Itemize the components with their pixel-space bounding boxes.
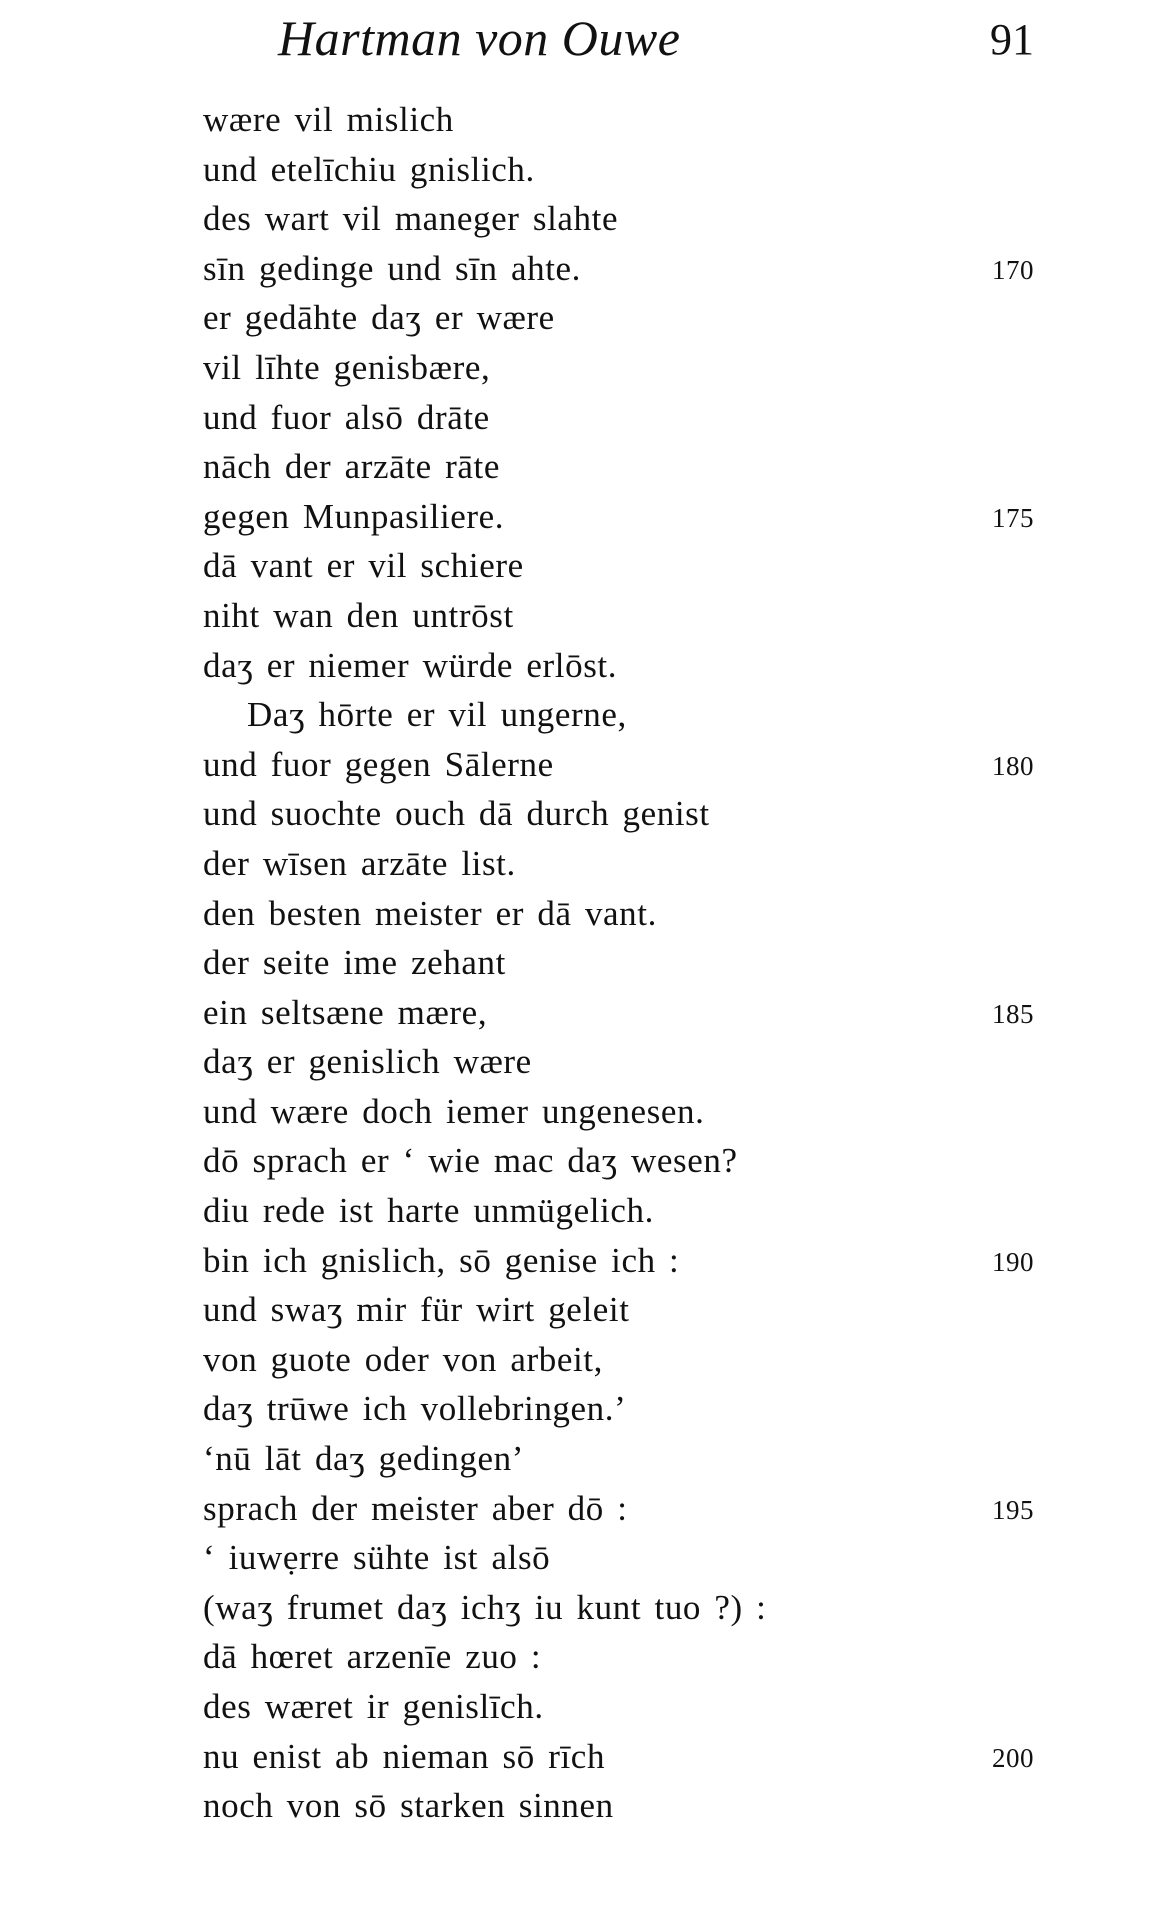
- page-number: 91: [990, 15, 1034, 64]
- verse-text: ‘nū lāt daʒ gedingen’: [203, 1439, 525, 1479]
- verse-line: [0, 1335, 1156, 1385]
- verse-line: [0, 1384, 1156, 1434]
- verse-line: [0, 393, 1156, 443]
- verse-number: 180: [992, 750, 1034, 781]
- verse-line: [0, 839, 1156, 889]
- verse-number: 170: [992, 254, 1034, 285]
- verse-line: [0, 1186, 1156, 1236]
- verse-number: 190: [992, 1246, 1034, 1277]
- verse-number: 195: [992, 1494, 1034, 1525]
- verse-line: [0, 1236, 1156, 1286]
- verse-text: des wart vil maneger slahte: [203, 199, 619, 239]
- verse-text: dā vant er vil schiere: [203, 546, 524, 586]
- verse-text: vil līhte genisbære,: [203, 347, 491, 387]
- verse-line: [0, 938, 1156, 988]
- verse-number: 185: [992, 998, 1034, 1029]
- verse-text: der wīsen arzāte list.: [203, 843, 516, 883]
- verse-line: [0, 641, 1156, 691]
- verse-text: nu enist ab nieman sō rīch: [203, 1736, 606, 1776]
- verse-text: und swaʒ mir für wirt geleit: [203, 1290, 630, 1330]
- verse-line: [0, 889, 1156, 939]
- verse-text: bin ich gnislich, sō genise ich :: [203, 1240, 680, 1280]
- verse-line: [0, 1533, 1156, 1583]
- verse-line: [0, 145, 1156, 195]
- verse-text: ‘ iuwẹrre sühte ist alsō: [203, 1538, 551, 1578]
- verse-line: [0, 343, 1156, 393]
- verse-number: 200: [992, 1742, 1034, 1773]
- verse-text: er gedāhte daʒ er wære: [203, 298, 555, 338]
- verse-text: ein seltsæne mære,: [203, 992, 488, 1032]
- verse-line: [0, 293, 1156, 343]
- verse-line: [0, 988, 1156, 1038]
- verse-text: daʒ er genislich wære: [203, 1042, 532, 1082]
- verse-text: niht wan den untrōst: [203, 595, 514, 635]
- verse-number: 175: [992, 502, 1034, 533]
- verse-line: [0, 442, 1156, 492]
- verse-line: [0, 740, 1156, 790]
- verse-text: dā hœret arzenīe zuo :: [203, 1637, 542, 1677]
- verse-line: [0, 244, 1156, 294]
- verse-line: [0, 1087, 1156, 1137]
- verse-line: [0, 789, 1156, 839]
- verse-text: und wære doch iemer ungenesen.: [203, 1091, 705, 1131]
- verse-text: wære vil mislich: [203, 100, 454, 139]
- verse-text: und fuor alsō drāte: [203, 397, 490, 437]
- verse-text: daʒ er niemer würde erlōst.: [203, 645, 618, 685]
- verse-line: [0, 1434, 1156, 1484]
- verse-block: [0, 95, 1156, 1831]
- running-title: Hartman von Ouwe: [278, 10, 681, 66]
- verse-line: [0, 194, 1156, 244]
- verse-text: und fuor gegen Sālerne: [203, 744, 554, 784]
- verse-line: [0, 1781, 1156, 1831]
- verse-text: daʒ trūwe ich vollebringen.’: [203, 1389, 627, 1429]
- verse-line: [0, 1583, 1156, 1633]
- verse-line: [0, 492, 1156, 542]
- verse-text: (waʒ frumet daʒ ichʒ iu kunt tuo ?) :: [203, 1587, 767, 1627]
- verse-text: und suochte ouch dā durch genist: [203, 794, 710, 834]
- verse-text: noch von sō starken sinnen: [203, 1786, 614, 1826]
- verse-text: Daʒ hōrte er vil ungerne,: [247, 695, 627, 735]
- verse-line: [0, 690, 1156, 740]
- verse-line: [0, 1037, 1156, 1087]
- verse-line: [0, 1632, 1156, 1682]
- verse-line: [0, 95, 1156, 145]
- verse-text: und etelīchiu gnislich.: [203, 149, 535, 189]
- verse-line: [0, 541, 1156, 591]
- verse-line: [0, 1484, 1156, 1534]
- verse-text: nāch der arzāte rāte: [203, 447, 500, 487]
- verse-text: gegen Munpasiliere.: [203, 496, 505, 536]
- running-head: [0, 8, 1156, 68]
- verse-text: von guote oder von arbeit,: [203, 1339, 603, 1379]
- verse-line: [0, 1732, 1156, 1782]
- verse-text: sprach der meister aber dō :: [203, 1488, 628, 1528]
- verse-text: sīn gedinge und sīn ahte.: [203, 248, 582, 288]
- verse-line: [0, 1285, 1156, 1335]
- verse-text: des wæret ir genislīch.: [203, 1687, 544, 1726]
- verse-text: der seite ime zehant: [203, 943, 506, 983]
- verse-line: [0, 1136, 1156, 1186]
- verse-line: [0, 591, 1156, 641]
- verse-text: dō sprach er ‘ wie mac daʒ wesen?: [203, 1141, 738, 1181]
- verse-line: [0, 1682, 1156, 1732]
- verse-text: den besten meister er dā vant.: [203, 893, 657, 933]
- verse-text: diu rede ist harte unmügelich.: [203, 1191, 654, 1231]
